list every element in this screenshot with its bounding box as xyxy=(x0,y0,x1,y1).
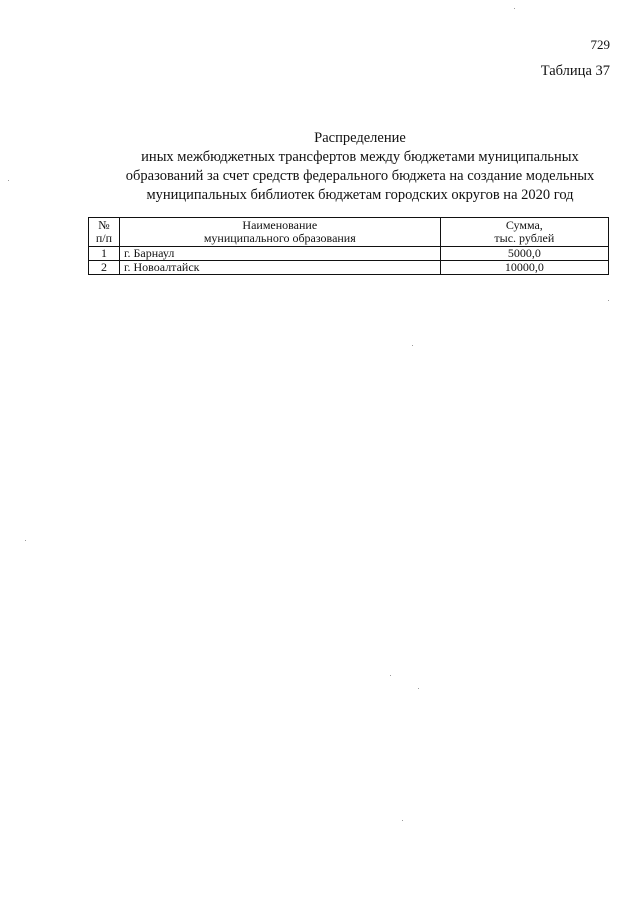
table-header-row xyxy=(89,218,609,247)
table-row xyxy=(89,261,609,275)
table-row xyxy=(89,247,609,261)
header-sum-line-1: Сумма, xyxy=(505,218,543,232)
row-number: 2 xyxy=(89,261,120,275)
title-line-2: иных межбюджетных трансфертов между бюджетами муниципальных xyxy=(141,149,579,165)
header-name xyxy=(119,218,440,247)
header-number xyxy=(89,218,120,247)
header-name-line-1: Наименование xyxy=(242,218,318,232)
distribution-table xyxy=(88,217,609,275)
header-sum xyxy=(440,218,608,247)
scan-speck xyxy=(412,345,413,346)
scan-speck xyxy=(402,820,403,821)
header-number-line-1: № xyxy=(98,218,110,232)
row-name: г. Барнаул xyxy=(119,247,440,261)
scan-speck xyxy=(418,688,419,689)
row-number: 1 xyxy=(89,247,120,261)
row-name: г. Новоалтайск xyxy=(119,261,440,275)
title-line-1: Распределение xyxy=(314,130,406,146)
scan-speck xyxy=(8,180,9,181)
title-line-4: муниципальных библиотек бюджетам городских округов на 2020 год xyxy=(146,187,574,203)
header-sum-line-2: тыс. рублей xyxy=(494,231,555,245)
page-number: 729 xyxy=(590,37,610,52)
row-sum: 5000,0 xyxy=(440,247,608,261)
table-label: Таблица 37 xyxy=(540,63,610,79)
scan-speck xyxy=(25,540,26,541)
document-title xyxy=(100,129,620,205)
header-number-line-2: п/п xyxy=(95,231,113,245)
row-sum: 10000,0 xyxy=(440,261,608,275)
title-line-3: образований за счет средств федерального бюджета на создание модельных xyxy=(125,168,595,184)
scan-speck xyxy=(390,675,391,676)
scan-speck xyxy=(608,300,609,301)
scan-speck xyxy=(514,8,515,9)
header-name-line-2: муниципального образования xyxy=(203,231,356,245)
